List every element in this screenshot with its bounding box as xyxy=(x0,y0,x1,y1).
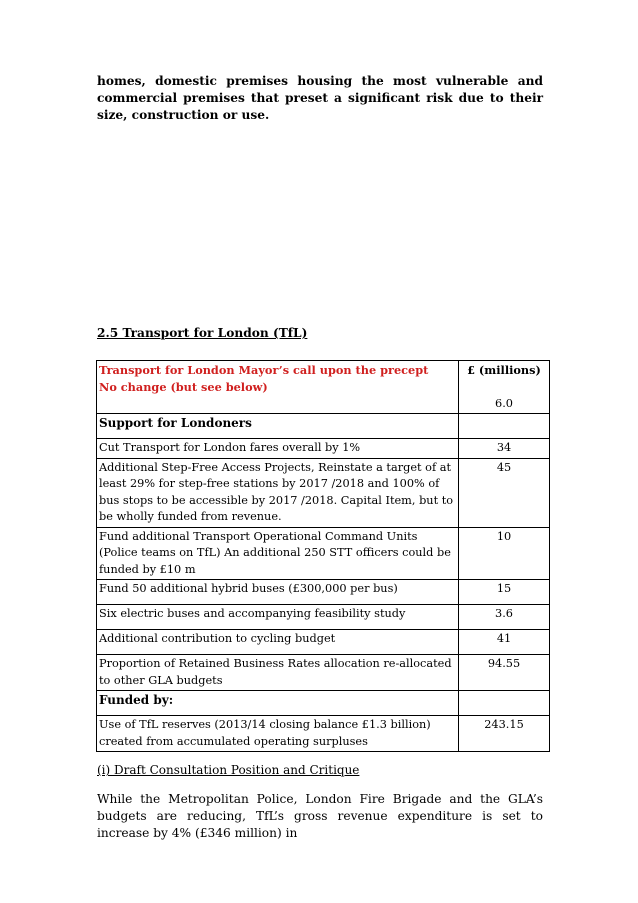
header-subtitle: No change (but see below) xyxy=(99,379,268,394)
row-value: 45 xyxy=(459,458,550,527)
row-item: Use of TfL reserves (2013/14 closing balance £1.3 billion) created from accumulated operating surpluses xyxy=(97,716,459,752)
table-row xyxy=(97,630,550,655)
section-heading: 2.5 Transport for London (TfL) xyxy=(97,326,308,340)
table-row xyxy=(97,605,550,630)
header-value-cell xyxy=(459,361,550,414)
intro-paragraph: homes, domestic premises housing the most vulnerable and commercial premises that preset a significant risk due to their size, construction or use. xyxy=(97,74,543,122)
header-title: Transport for London Mayor’s call upon the precept xyxy=(99,363,429,377)
row-value: 243.15 xyxy=(459,716,550,752)
funded-label: Funded by: xyxy=(97,691,459,716)
table-row xyxy=(97,655,550,691)
row-value: 34 xyxy=(459,439,550,459)
row-item: Fund 50 additional hybrid buses (£300,000 per bus) xyxy=(97,580,459,605)
row-item: Fund additional Transport Operational Command Units (Police teams on TfL) An additional 250 STT officers could be funded by £10 m xyxy=(97,527,459,580)
row-item: Cut Transport for London fares overall by 1% xyxy=(97,439,459,459)
critique-subheading: (i) Draft Consultation Position and Critique xyxy=(97,763,360,777)
row-value: 41 xyxy=(459,630,550,655)
table-header-row xyxy=(97,361,550,414)
table-row xyxy=(97,439,550,459)
row-value: 3.6 xyxy=(459,605,550,630)
closing-paragraph: While the Metropolitan Police, London Fire Brigade and the GLA’s budgets are reducing, TfL’s gross revenue expenditure is set to increase by 4% (£346 million) in xyxy=(97,792,543,840)
row-item: Additional Step-Free Access Projects, Reinstate a target of at least 29% for step-free stations by 2017 /2018 and 100% of bus stops to be accessible by 2017 /2018. Capital Item, but to be wholly funded from revenue. xyxy=(97,458,459,527)
row-value: 15 xyxy=(459,580,550,605)
table-row xyxy=(97,580,550,605)
row-item: Additional contribution to cycling budget xyxy=(97,630,459,655)
header-unit: £ (millions) xyxy=(467,363,541,377)
header-value: 6.0 xyxy=(495,396,513,410)
row-value: 94.55 xyxy=(459,655,550,691)
tfl-budget-table xyxy=(96,360,550,752)
table-row xyxy=(97,527,550,580)
support-row xyxy=(97,414,550,439)
table-row xyxy=(97,458,550,527)
row-value: 10 xyxy=(459,527,550,580)
funded-row xyxy=(97,691,550,716)
row-item: Proportion of Retained Business Rates allocation re-allocated to other GLA budgets xyxy=(97,655,459,691)
header-cell xyxy=(97,361,459,414)
support-label: Support for Londoners xyxy=(97,414,459,439)
table-row xyxy=(97,716,550,752)
row-item: Six electric buses and accompanying feasibility study xyxy=(97,605,459,630)
